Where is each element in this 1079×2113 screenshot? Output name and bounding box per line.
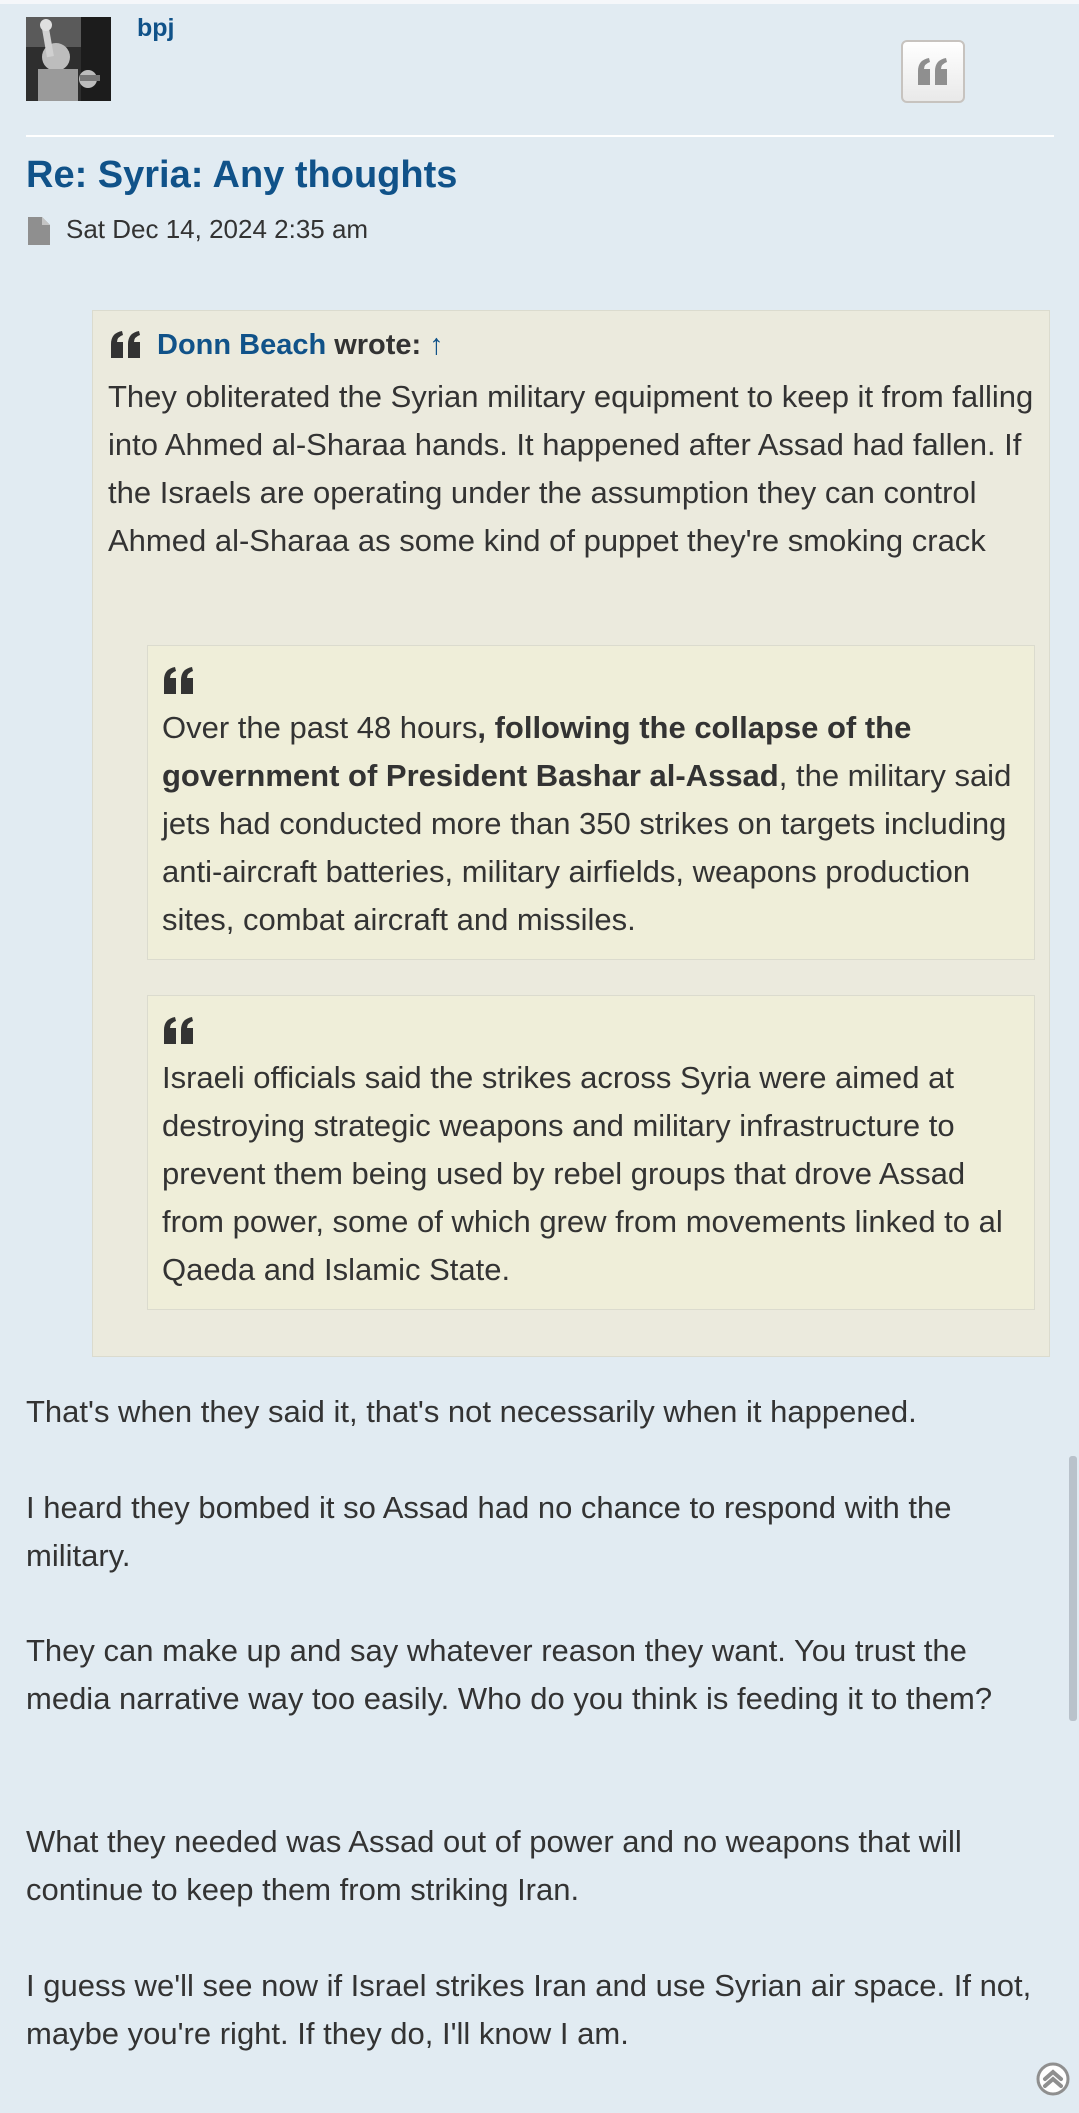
quote-icon	[162, 1016, 196, 1046]
post-date: Sat Dec 14, 2024 2:35 am	[66, 214, 369, 244]
post-paragraph: I guess we'll see now if Israel strikes Iran and use Syrian air space. If not, maybe you're right. If they do, I'll know I am.	[26, 1968, 1032, 2051]
quote-button[interactable]	[901, 40, 965, 103]
post-paragraph: What they needed was Assad out of power and no weapons that will continue to keep them from striking Iran.	[26, 1824, 962, 1907]
avatar[interactable]	[26, 17, 111, 101]
post-title-link[interactable]: Re: Syria: Any thoughts	[26, 154, 458, 196]
nested-quote-text-part: Over the past 48 hours	[162, 710, 478, 745]
quote-citation	[109, 325, 444, 365]
quote-wrote-label: wrote:	[334, 328, 422, 361]
post-divider	[26, 135, 1054, 137]
nested-quote-text	[162, 704, 1022, 944]
file-icon	[28, 217, 50, 245]
post-paragraph: That's when they said it, that's not necessarily when it happened.	[26, 1394, 917, 1429]
post-paragraph: I heard they bombed it so Assad had no chance to respond with the military.	[26, 1490, 952, 1573]
view-quoted-post-link[interactable]: ↑	[429, 328, 444, 361]
quote-icon	[916, 57, 950, 87]
quote-icon	[162, 666, 196, 696]
nested-quote-text-part: , the military said jets had conducted more than 350 strikes on targets including anti-aircraft batteries, military airfields, weapons production sites, combat aircraft and missiles.	[162, 758, 1012, 937]
nested-blockquote	[147, 645, 1035, 960]
top-edge	[0, 0, 1079, 4]
nested-blockquote	[147, 995, 1035, 1310]
quote-text: They obliterated the Syrian military equipment to keep it from falling into Ahmed al-Sharaa hands. It happened after Assad had fallen. If the Israels are operating under the assumption they can control Ahmed al-Sharaa as some kind of puppet they're smoking crack	[108, 379, 1034, 558]
blockquote	[92, 310, 1050, 1357]
quote-author-link[interactable]: Donn Beach	[157, 328, 327, 361]
nested-quote-bold-text: , following the collapse of the government of President Bashar al-Assad	[162, 710, 912, 793]
username-link[interactable]: bpj	[137, 14, 175, 42]
scrollbar-thumb[interactable]	[1069, 1456, 1077, 1721]
nested-quote-text: Israeli officials said the strikes across Syria were aimed at destroying strategic weapons and military infrastructure to prevent them being used by rebel groups that drove Assad from power, some of which grew from movements linked to al Qaeda and Islamic State.	[162, 1060, 1003, 1287]
post-paragraph: They can make up and say whatever reason they want. You trust the media narrative way too easily. Who do you think is feeding it to them?	[26, 1633, 993, 1716]
chevron-up-circle-icon[interactable]	[1036, 2062, 1070, 2096]
quote-icon	[109, 330, 143, 360]
